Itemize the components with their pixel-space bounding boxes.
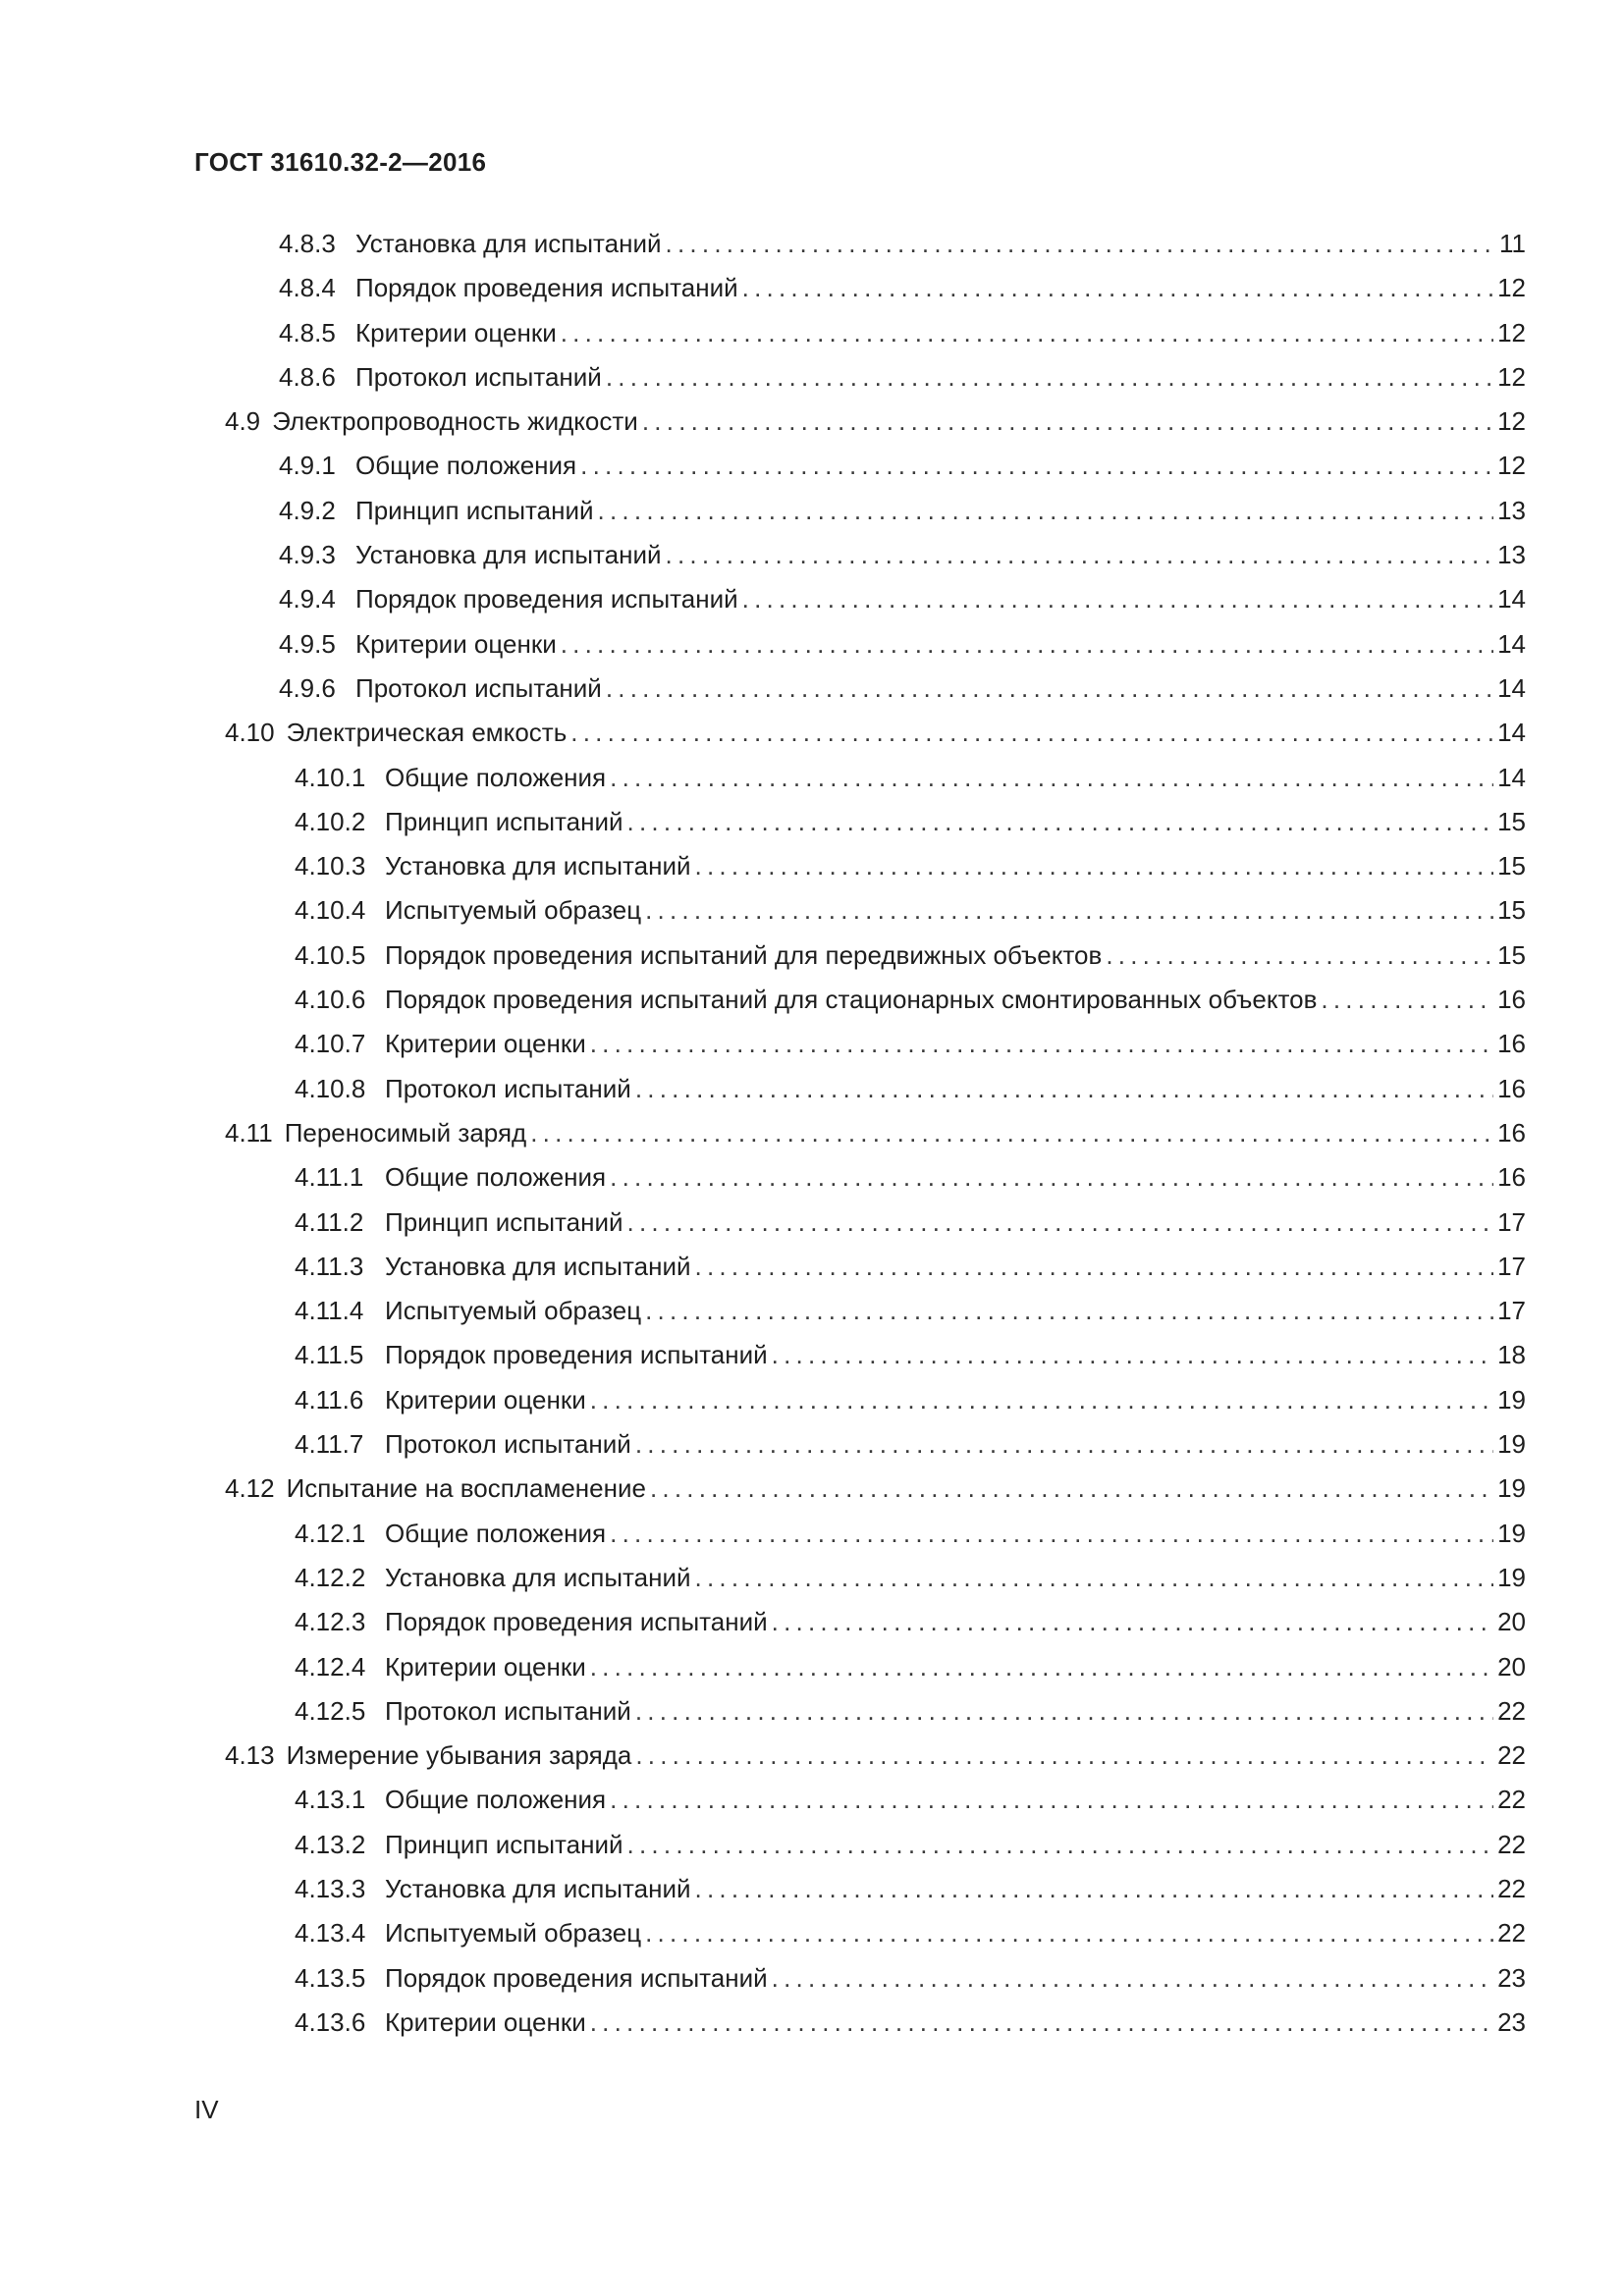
toc-entry-page: 16 bbox=[1497, 985, 1526, 1015]
toc-entry-title: Испытуемый образец bbox=[385, 1918, 642, 1949]
toc-entry-title: Порядок проведения испытаний для стационарных смонтированных объектов bbox=[385, 985, 1318, 1015]
toc-entry-number: 4.13.6 bbox=[295, 2006, 366, 2037]
toc-entry-title: Порядок проведения испытаний bbox=[385, 1962, 768, 1993]
toc-dot-leader bbox=[645, 1911, 1493, 1955]
toc-entry[interactable] bbox=[0, 978, 1624, 1022]
toc-entry-page: 15 bbox=[1497, 939, 1526, 970]
toc-entry-page: 14 bbox=[1497, 672, 1526, 703]
toc-entry-number: 4.9.4 bbox=[279, 584, 336, 614]
toc-entry-page: 15 bbox=[1497, 851, 1526, 881]
toc-entry-number: 4.12.4 bbox=[295, 1651, 366, 1682]
toc-dot-leader bbox=[635, 1422, 1493, 1467]
toc-entry-page: 12 bbox=[1497, 361, 1526, 392]
toc-dot-leader bbox=[570, 711, 1493, 755]
toc-entry-title: Критерии оценки bbox=[385, 2006, 586, 2037]
toc-entry-page: 14 bbox=[1497, 584, 1526, 614]
document-header: ГОСТ 31610.32-2—2016 bbox=[194, 147, 487, 177]
toc-dot-leader bbox=[606, 667, 1493, 711]
toc-dot-leader bbox=[666, 222, 1495, 266]
toc-entry[interactable] bbox=[0, 1778, 1624, 1822]
toc-entry-number: 4.12.1 bbox=[295, 1518, 366, 1548]
toc-entry-page: 19 bbox=[1497, 1429, 1526, 1460]
toc-entry-number: 4.11.4 bbox=[295, 1296, 364, 1326]
toc-dot-leader bbox=[666, 533, 1494, 577]
toc-entry-number: 4.10.3 bbox=[295, 851, 366, 881]
toc-entry-number: 4.13.4 bbox=[295, 1918, 366, 1949]
toc-entry-page: 19 bbox=[1497, 1473, 1526, 1504]
toc-dot-leader bbox=[627, 800, 1494, 844]
toc-dot-leader bbox=[742, 577, 1493, 621]
toc-dot-leader bbox=[610, 756, 1493, 800]
toc-entry-page: 12 bbox=[1497, 273, 1526, 303]
toc-entry-page: 13 bbox=[1497, 495, 1526, 525]
toc-entry-number: 4.11.7 bbox=[295, 1429, 364, 1460]
toc-entry-number: 4.11.6 bbox=[295, 1384, 364, 1415]
toc-entry-number: 4.10.7 bbox=[295, 1029, 366, 1059]
toc-entry-number: 4.10 bbox=[225, 718, 275, 748]
toc-entry-page: 16 bbox=[1497, 1162, 1526, 1193]
toc-entry-number: 4.10.5 bbox=[295, 939, 366, 970]
toc-entry[interactable] bbox=[0, 934, 1624, 978]
toc-entry[interactable] bbox=[0, 1556, 1624, 1600]
toc-entry-page: 12 bbox=[1497, 406, 1526, 437]
toc-entry-page: 22 bbox=[1497, 1918, 1526, 1949]
toc-entry[interactable] bbox=[0, 577, 1624, 621]
toc-entry-number: 4.9.2 bbox=[279, 495, 336, 525]
toc-entry-number: 4.13.1 bbox=[295, 1785, 366, 1815]
toc-entry-page: 11 bbox=[1499, 229, 1526, 258]
toc-entry-page: 12 bbox=[1497, 451, 1526, 481]
toc-entry[interactable] bbox=[0, 667, 1624, 711]
toc-entry-page: 20 bbox=[1497, 1651, 1526, 1682]
toc-entry[interactable] bbox=[0, 1289, 1624, 1333]
toc-dot-leader bbox=[635, 1689, 1493, 1734]
toc-dot-leader bbox=[635, 1067, 1493, 1111]
toc-entry-title: Общие положения bbox=[385, 1162, 607, 1193]
table-of-contents bbox=[0, 222, 1624, 2045]
toc-entry[interactable] bbox=[0, 1422, 1624, 1467]
toc-entry[interactable] bbox=[0, 1111, 1624, 1155]
toc-entry-number: 4.13.5 bbox=[295, 1962, 366, 1993]
toc-entry-title: Испытание на воспламенение bbox=[286, 1473, 646, 1504]
toc-entry-title: Принцип испытаний bbox=[385, 1829, 623, 1859]
toc-entry[interactable] bbox=[0, 2001, 1624, 2045]
toc-entry-title: Порядок проведения испытаний bbox=[385, 1340, 768, 1370]
toc-dot-leader bbox=[1321, 978, 1493, 1022]
toc-entry-title: Критерии оценки bbox=[385, 1384, 586, 1415]
toc-entry-number: 4.13.2 bbox=[295, 1829, 366, 1859]
toc-entry-page: 14 bbox=[1497, 628, 1526, 659]
toc-dot-leader bbox=[590, 1022, 1493, 1066]
toc-entry-number: 4.9.3 bbox=[279, 540, 336, 570]
toc-entry-number: 4.9.1 bbox=[279, 451, 336, 481]
toc-dot-leader bbox=[772, 1600, 1493, 1644]
toc-entry-number: 4.11 bbox=[225, 1117, 273, 1148]
toc-entry-title: Протокол испытаний bbox=[385, 1695, 631, 1726]
toc-dot-leader bbox=[695, 1867, 1494, 1911]
toc-entry[interactable] bbox=[0, 355, 1624, 400]
toc-entry-number: 4.8.3 bbox=[279, 229, 336, 258]
toc-entry-title: Общие положения bbox=[385, 1785, 607, 1815]
toc-entry-page: 19 bbox=[1497, 1384, 1526, 1415]
toc-entry-title: Общие положения bbox=[355, 451, 577, 481]
toc-entry-title: Порядок проведения испытаний bbox=[385, 1607, 768, 1637]
toc-entry-title: Переносимый заряд bbox=[284, 1117, 527, 1148]
toc-dot-leader bbox=[635, 1734, 1493, 1778]
toc-entry-number: 4.10.4 bbox=[295, 895, 366, 926]
toc-entry-title: Порядок проведения испытаний bbox=[355, 584, 738, 614]
toc-entry-page: 23 bbox=[1497, 1962, 1526, 1993]
toc-dot-leader bbox=[530, 1111, 1493, 1155]
toc-entry-number: 4.10.1 bbox=[295, 762, 366, 792]
toc-entry[interactable] bbox=[0, 1645, 1624, 1689]
toc-entry[interactable] bbox=[0, 1734, 1624, 1778]
toc-entry-title: Принцип испытаний bbox=[385, 806, 623, 836]
toc-entry-page: 22 bbox=[1497, 1785, 1526, 1815]
toc-dot-leader bbox=[772, 1956, 1493, 2001]
toc-entry-title: Порядок проведения испытаний bbox=[355, 273, 738, 303]
toc-entry[interactable] bbox=[0, 533, 1624, 577]
toc-entry[interactable] bbox=[0, 711, 1624, 755]
toc-entry-page: 14 bbox=[1497, 718, 1526, 748]
toc-entry-title: Измерение убывания заряда bbox=[286, 1740, 632, 1771]
toc-entry[interactable] bbox=[0, 489, 1624, 533]
toc-dot-leader bbox=[627, 1201, 1494, 1245]
toc-dot-leader bbox=[610, 1155, 1493, 1200]
toc-entry-number: 4.12.5 bbox=[295, 1695, 366, 1726]
toc-entry-title: Установка для испытаний bbox=[385, 1562, 691, 1592]
toc-entry-title: Общие положения bbox=[385, 1518, 607, 1548]
toc-entry-page: 15 bbox=[1497, 806, 1526, 836]
toc-entry-title: Общие положения bbox=[385, 762, 607, 792]
toc-entry-page: 14 bbox=[1497, 762, 1526, 792]
toc-dot-leader bbox=[590, 2001, 1493, 2045]
toc-entry-page: 22 bbox=[1497, 1740, 1526, 1771]
toc-entry[interactable] bbox=[0, 1022, 1624, 1066]
toc-dot-leader bbox=[772, 1333, 1493, 1377]
toc-entry-title: Критерии оценки bbox=[355, 317, 557, 347]
toc-entry-page: 16 bbox=[1497, 1117, 1526, 1148]
toc-dot-leader bbox=[598, 489, 1494, 533]
toc-entry-title: Установка для испытаний bbox=[385, 1251, 691, 1281]
toc-entry-title: Установка для испытаний bbox=[355, 540, 662, 570]
toc-dot-leader bbox=[590, 1378, 1493, 1422]
toc-entry-number: 4.12 bbox=[225, 1473, 275, 1504]
toc-entry-title: Испытуемый образец bbox=[385, 1296, 642, 1326]
toc-entry[interactable] bbox=[0, 266, 1624, 310]
toc-dot-leader bbox=[742, 266, 1493, 310]
toc-entry[interactable] bbox=[0, 444, 1624, 488]
toc-entry-title: Установка для испытаний bbox=[355, 229, 662, 258]
toc-entry[interactable] bbox=[0, 1378, 1624, 1422]
toc-entry-title: Протокол испытаний bbox=[385, 1073, 631, 1103]
toc-dot-leader bbox=[650, 1467, 1493, 1511]
toc-entry[interactable] bbox=[0, 1911, 1624, 1955]
toc-entry-title: Электрическая емкость bbox=[286, 718, 568, 748]
toc-entry-page: 20 bbox=[1497, 1607, 1526, 1637]
toc-entry-page: 15 bbox=[1497, 895, 1526, 926]
toc-dot-leader bbox=[695, 1245, 1494, 1289]
toc-entry[interactable] bbox=[0, 1333, 1624, 1377]
toc-entry[interactable] bbox=[0, 800, 1624, 844]
toc-entry[interactable] bbox=[0, 1823, 1624, 1867]
toc-entry[interactable] bbox=[0, 1245, 1624, 1289]
toc-entry[interactable] bbox=[0, 1956, 1624, 2001]
toc-dot-leader bbox=[606, 355, 1493, 400]
toc-entry[interactable] bbox=[0, 756, 1624, 800]
toc-dot-leader bbox=[695, 1556, 1494, 1600]
toc-entry-number: 4.9 bbox=[225, 406, 261, 437]
toc-entry-title: Принцип испытаний bbox=[385, 1206, 623, 1237]
toc-entry[interactable] bbox=[0, 1600, 1624, 1644]
toc-entry-title: Порядок проведения испытаний для передвижных объектов bbox=[385, 939, 1103, 970]
toc-entry-number: 4.11.1 bbox=[295, 1162, 364, 1193]
toc-entry[interactable] bbox=[0, 1512, 1624, 1556]
toc-entry-page: 16 bbox=[1497, 1029, 1526, 1059]
toc-entry-title: Протокол испытаний bbox=[385, 1429, 631, 1460]
toc-entry-number: 4.11.3 bbox=[295, 1251, 364, 1281]
toc-entry-title: Принцип испытаний bbox=[355, 495, 594, 525]
toc-entry[interactable] bbox=[0, 1867, 1624, 1911]
toc-entry-title: Электропроводность жидкости bbox=[272, 406, 638, 437]
toc-entry-number: 4.13.3 bbox=[295, 1873, 366, 1903]
toc-entry-page: 12 bbox=[1497, 317, 1526, 347]
toc-entry-title: Критерии оценки bbox=[385, 1651, 586, 1682]
toc-dot-leader bbox=[580, 444, 1493, 488]
toc-entry[interactable] bbox=[0, 311, 1624, 355]
toc-entry-number: 4.10.8 bbox=[295, 1073, 366, 1103]
toc-entry[interactable] bbox=[0, 1201, 1624, 1245]
toc-entry-number: 4.11.5 bbox=[295, 1340, 364, 1370]
toc-dot-leader bbox=[590, 1645, 1493, 1689]
toc-entry-page: 17 bbox=[1497, 1206, 1526, 1237]
toc-entry-page: 13 bbox=[1497, 540, 1526, 570]
toc-dot-leader bbox=[610, 1778, 1493, 1822]
toc-entry-number: 4.8.6 bbox=[279, 361, 336, 392]
toc-entry-page: 22 bbox=[1497, 1873, 1526, 1903]
toc-dot-leader bbox=[645, 1289, 1493, 1333]
toc-entry-title: Установка для испытаний bbox=[385, 1873, 691, 1903]
toc-dot-leader bbox=[627, 1823, 1494, 1867]
toc-entry-page: 18 bbox=[1497, 1340, 1526, 1370]
toc-entry[interactable] bbox=[0, 1467, 1624, 1511]
toc-entry-page: 19 bbox=[1497, 1518, 1526, 1548]
toc-entry[interactable] bbox=[0, 622, 1624, 667]
toc-entry-page: 22 bbox=[1497, 1695, 1526, 1726]
toc-entry-number: 4.8.4 bbox=[279, 273, 336, 303]
toc-entry-page: 16 bbox=[1497, 1073, 1526, 1103]
page-number: IV bbox=[194, 2095, 219, 2124]
toc-entry-title: Установка для испытаний bbox=[385, 851, 691, 881]
toc-entry-page: 23 bbox=[1497, 2006, 1526, 2037]
toc-entry[interactable] bbox=[0, 1155, 1624, 1200]
toc-entry-number: 4.10.6 bbox=[295, 985, 366, 1015]
toc-dot-leader bbox=[561, 622, 1493, 667]
toc-entry-number: 4.9.5 bbox=[279, 628, 336, 659]
toc-entry-title: Протокол испытаний bbox=[355, 361, 602, 392]
toc-entry-number: 4.8.5 bbox=[279, 317, 336, 347]
toc-entry-page: 17 bbox=[1497, 1296, 1526, 1326]
toc-dot-leader bbox=[561, 311, 1493, 355]
toc-entry-page: 19 bbox=[1497, 1562, 1526, 1592]
toc-entry-page: 17 bbox=[1497, 1251, 1526, 1281]
toc-entry[interactable] bbox=[0, 844, 1624, 888]
toc-entry[interactable] bbox=[0, 400, 1624, 444]
toc-entry-number: 4.11.2 bbox=[295, 1206, 364, 1237]
toc-entry-number: 4.10.2 bbox=[295, 806, 366, 836]
toc-entry-title: Критерии оценки bbox=[355, 628, 557, 659]
toc-entry-title: Критерии оценки bbox=[385, 1029, 586, 1059]
toc-entry-number: 4.12.2 bbox=[295, 1562, 366, 1592]
toc-dot-leader bbox=[695, 844, 1494, 888]
toc-entry[interactable] bbox=[0, 222, 1624, 266]
toc-entry[interactable] bbox=[0, 888, 1624, 933]
toc-entry-title: Испытуемый образец bbox=[385, 895, 642, 926]
toc-dot-leader bbox=[610, 1512, 1493, 1556]
toc-dot-leader bbox=[645, 888, 1493, 933]
toc-entry-number: 4.13 bbox=[225, 1740, 275, 1771]
toc-entry[interactable] bbox=[0, 1689, 1624, 1734]
toc-dot-leader bbox=[642, 400, 1493, 444]
toc-entry-number: 4.9.6 bbox=[279, 672, 336, 703]
toc-entry[interactable] bbox=[0, 1067, 1624, 1111]
toc-entry-title: Протокол испытаний bbox=[355, 672, 602, 703]
toc-entry-page: 22 bbox=[1497, 1829, 1526, 1859]
toc-dot-leader bbox=[1106, 934, 1493, 978]
toc-entry-number: 4.12.3 bbox=[295, 1607, 366, 1637]
